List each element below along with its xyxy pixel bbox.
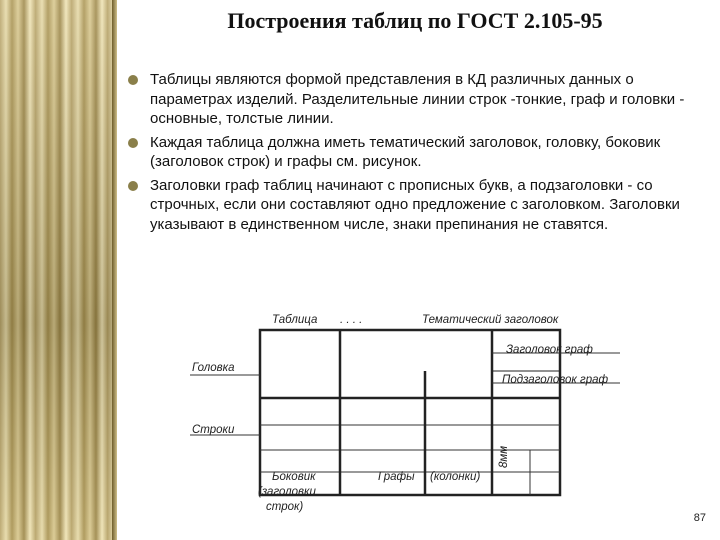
bullet-item bbox=[128, 176, 698, 235]
bullet-item bbox=[128, 70, 698, 129]
sidebar-sub2-label: строк) bbox=[266, 501, 304, 513]
bullet-text: Каждая таблица должна иметь тематический заголовок, головку, боковик (заголовок строк) и графы см. рисунок. bbox=[150, 133, 661, 170]
bullet-list bbox=[128, 70, 698, 238]
sidebar-sub1-label: (заголовки bbox=[258, 486, 316, 498]
bullet-icon bbox=[128, 75, 138, 85]
table-diagram bbox=[180, 305, 640, 535]
sidebar-edge bbox=[112, 0, 117, 540]
page-title: Построения таблиц по ГОСТ 2.105-95 bbox=[227, 8, 603, 33]
bullet-icon bbox=[128, 181, 138, 191]
table-label: Таблица bbox=[272, 314, 318, 326]
table-dots: . . . . bbox=[340, 314, 363, 326]
sidebar-label: Боковик bbox=[272, 471, 316, 483]
thematic-title-label: Тематический заголовок bbox=[422, 314, 559, 326]
page-number: 87 bbox=[693, 512, 706, 524]
column-headers-label: Заголовок граф bbox=[506, 344, 593, 356]
bullet-text: Заголовки граф таблиц начинают с прописных букв, а подзаголовки - со строчных, если они составляют одно предложение с заголовком. Заголовки указывают в единственном числе, знаки препинания не ставятся. bbox=[150, 176, 680, 233]
column-subheaders-label: Подзаголовок граф bbox=[502, 374, 609, 386]
decorative-sidebar bbox=[0, 0, 112, 540]
columns-label: Графы bbox=[378, 471, 415, 483]
table-structure-figure bbox=[180, 305, 640, 535]
columns-sub-label: (колонки) bbox=[430, 471, 481, 483]
bullet-text: Таблицы являются формой представления в КД различных данных о параметрах изделий. Разделительные линии строк -тонкие, граф и головки - основные, толстые линии. bbox=[150, 71, 685, 127]
bullet-icon bbox=[128, 138, 138, 148]
bullet-item bbox=[128, 133, 698, 172]
head-label: Головка bbox=[192, 362, 235, 374]
min-height-label: 8мм bbox=[498, 445, 510, 468]
rows-label: Строки bbox=[192, 424, 235, 436]
